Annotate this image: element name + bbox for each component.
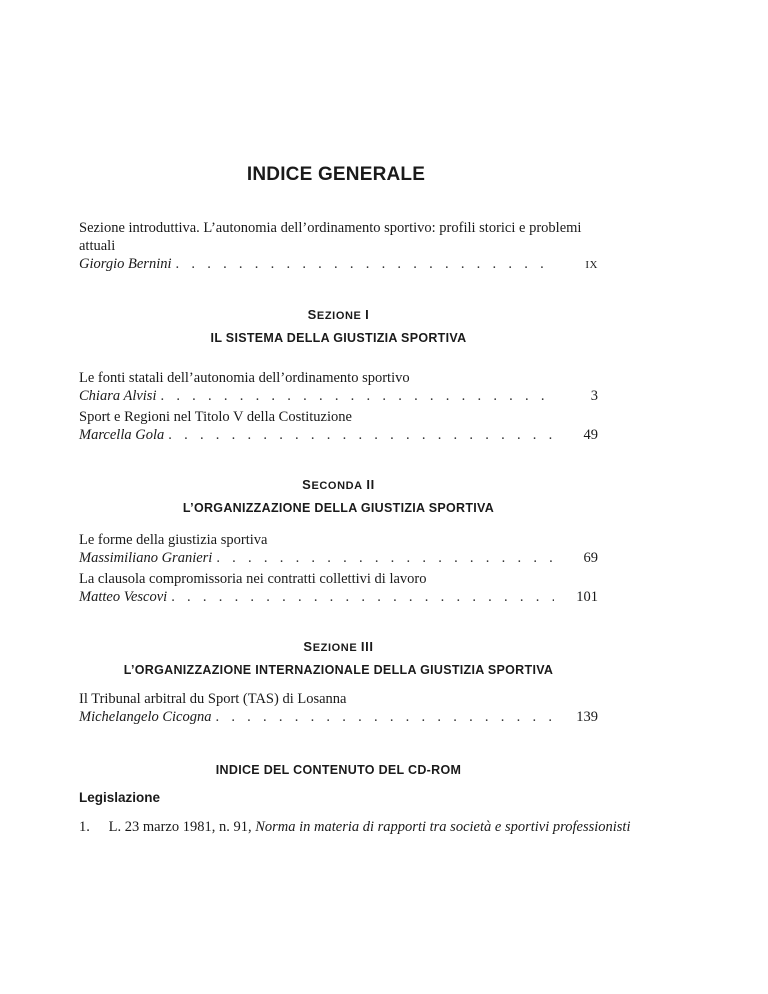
entry-page-number: IX	[585, 259, 598, 271]
section-heading-3	[79, 640, 598, 677]
item-reference: L. 23 marzo 1981, n. 91,	[108, 819, 252, 835]
entry-page-number: 69	[583, 550, 598, 566]
section-heading-1	[79, 308, 598, 345]
dot-leader	[171, 588, 554, 606]
toc-entry-intro[interactable]	[79, 219, 598, 274]
toc-entry[interactable]	[79, 531, 598, 567]
item-number: 1.	[79, 819, 90, 835]
entry-title: Le fonti statali dell’autonomia dell’ordinamento sportivo	[79, 370, 410, 386]
entry-title: Sport e Regioni nel Titolo V della Costituzione	[79, 409, 352, 425]
toc-entry[interactable]	[79, 690, 598, 726]
entry-title: La clausola compromissoria nei contratti collettivi di lavoro	[79, 571, 427, 587]
entry-author: Michelangelo Cicogna	[79, 709, 212, 725]
entry-author: Marcella Gola	[79, 427, 165, 443]
toc-entry[interactable]	[79, 369, 598, 405]
page-title: INDICE GENERALE	[246, 164, 426, 185]
section-kicker: SEZIONE III	[303, 639, 374, 654]
cdrom-index-title: INDICE DEL CONTENUTO DEL CD-ROM	[215, 763, 462, 777]
section-kicker: SECONDA II	[302, 477, 375, 492]
section-title: L’ORGANIZZAZIONE INTERNAZIONALE DELLA GIUSTIZIA SPORTIVA	[123, 663, 554, 677]
entry-title: Il Tribunal arbitral du Sport (TAS) di Losanna	[79, 691, 347, 707]
dot-leader	[176, 255, 554, 273]
entry-author: Chiara Alvisi	[79, 388, 157, 404]
entry-author: Matteo Vescovi	[79, 589, 168, 605]
entry-author: Giorgio Bernini	[79, 256, 172, 272]
section-kicker: SEZIONE I	[307, 307, 370, 322]
dot-leader	[168, 426, 554, 444]
legislation-item[interactable]	[79, 819, 639, 836]
toc-entry[interactable]	[79, 570, 598, 606]
section-title: L’ORGANIZZAZIONE DELLA GIUSTIZIA SPORTIVA	[182, 501, 495, 515]
entry-title: Sezione introduttiva. L’autonomia dell’ordinamento sportivo: profili storici e problemi attuali	[79, 220, 582, 254]
entry-author: Massimiliano Granieri	[79, 550, 213, 566]
section-heading-2	[79, 478, 598, 515]
legislation-heading: Legislazione	[79, 790, 161, 805]
dot-leader	[160, 387, 554, 405]
dot-leader	[215, 708, 554, 726]
entry-page-number: 101	[576, 589, 598, 605]
toc-entry[interactable]	[79, 408, 598, 444]
item-description: Norma in materia di rapporti tra società e sportivi professionisti	[255, 819, 631, 835]
entry-title: Le forme della giustizia sportiva	[79, 532, 268, 548]
entry-page-number: 49	[583, 427, 598, 443]
entry-page-number: 3	[590, 388, 598, 404]
dot-leader	[216, 549, 554, 567]
entry-page-number: 139	[576, 709, 598, 725]
section-title: IL SISTEMA DELLA GIUSTIZIA SPORTIVA	[210, 331, 467, 345]
